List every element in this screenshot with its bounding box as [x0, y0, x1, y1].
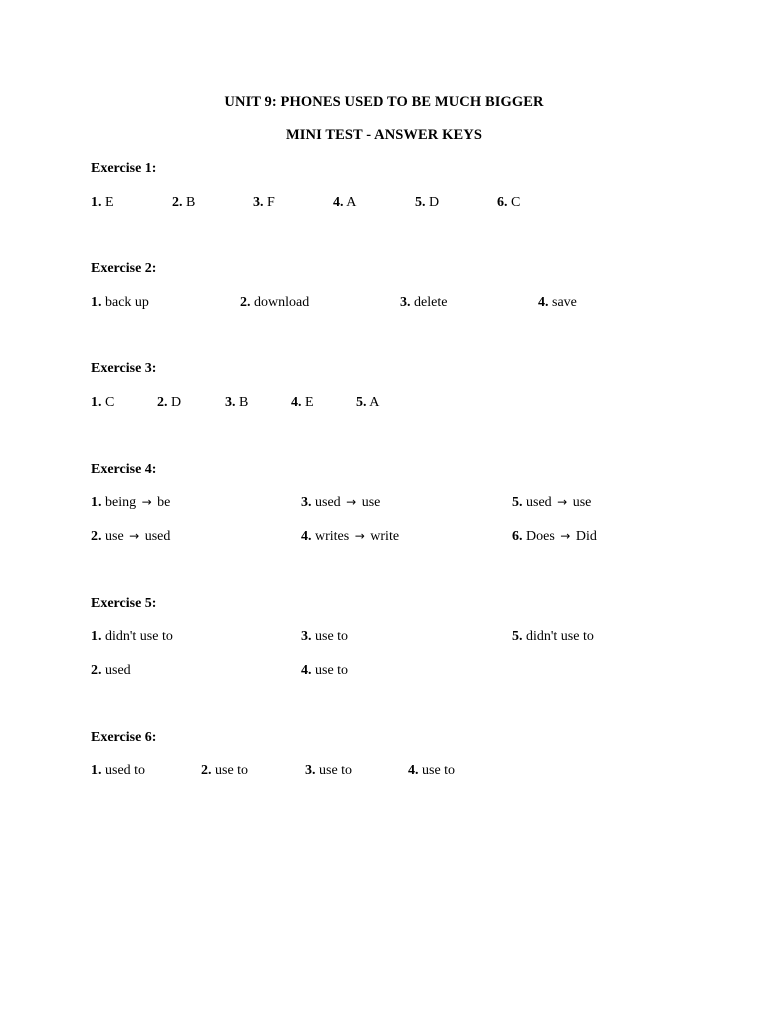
exercise-1-heading: Exercise 1: [91, 161, 157, 176]
exercise-1-answer: 2. B [172, 195, 196, 210]
exercise-5-answer: 5. didn't use to [512, 629, 594, 644]
document-title: UNIT 9: PHONES USED TO BE MUCH BIGGER [224, 94, 544, 110]
exercise-5-answer: 1. didn't use to [91, 629, 173, 644]
exercise-4-answer: 3. used → use [301, 495, 381, 510]
exercise-3-answer: 5. A [356, 395, 380, 410]
exercise-4-answer: 1. being → be [91, 495, 171, 510]
exercise-1-answer: 6. C [497, 195, 521, 210]
right-arrow-icon: → [557, 495, 568, 509]
exercise-2-answer: 4. save [538, 295, 577, 310]
exercise-3-answer: 3. B [225, 395, 249, 410]
exercise-3-heading: Exercise 3: [91, 361, 157, 376]
exercise-6-heading: Exercise 6: [91, 730, 157, 745]
exercise-5-heading: Exercise 5: [91, 596, 157, 611]
exercise-2-answer: 3. delete [400, 295, 448, 310]
exercise-3-answer: 2. D [157, 395, 182, 410]
exercise-6-answer: 2. use to [201, 763, 249, 778]
right-arrow-icon: → [346, 495, 357, 509]
exercise-5-answer: 4. use to [301, 663, 349, 678]
exercise-3-answer: 1. C [91, 395, 115, 410]
exercise-4-answer: 5. used → use [512, 495, 592, 510]
exercise-2-heading: Exercise 2: [91, 261, 157, 276]
exercise-4-heading: Exercise 4: [91, 462, 157, 477]
exercise-1-answer: 4. A [333, 195, 357, 210]
exercise-5-answer: 3. use to [301, 629, 349, 644]
exercise-4-answer: 2. use → used [91, 529, 171, 544]
exercise-3-answer: 4. E [291, 395, 314, 410]
exercise-5-answer: 2. used [91, 663, 131, 678]
exercise-6-answer: 4. use to [408, 763, 456, 778]
exercise-1-answer: 5. D [415, 195, 440, 210]
exercise-4-answer: 6. Does → Did [512, 529, 597, 544]
exercise-4-answer: 4. writes → write [301, 529, 400, 544]
exercise-1-answer: 1. E [91, 195, 114, 210]
right-arrow-icon: → [560, 529, 571, 543]
exercise-6-answer: 1. used to [91, 763, 146, 778]
exercise-6-answer: 3. use to [305, 763, 353, 778]
right-arrow-icon: → [129, 529, 140, 543]
exercise-1-answer: 3. F [253, 195, 275, 210]
exercise-2-answer: 2. download [240, 295, 310, 310]
right-arrow-icon: → [354, 529, 365, 543]
exercise-2-answer: 1. back up [91, 295, 149, 310]
document-subtitle: MINI TEST - ANSWER KEYS [286, 127, 482, 143]
right-arrow-icon: → [141, 495, 152, 509]
